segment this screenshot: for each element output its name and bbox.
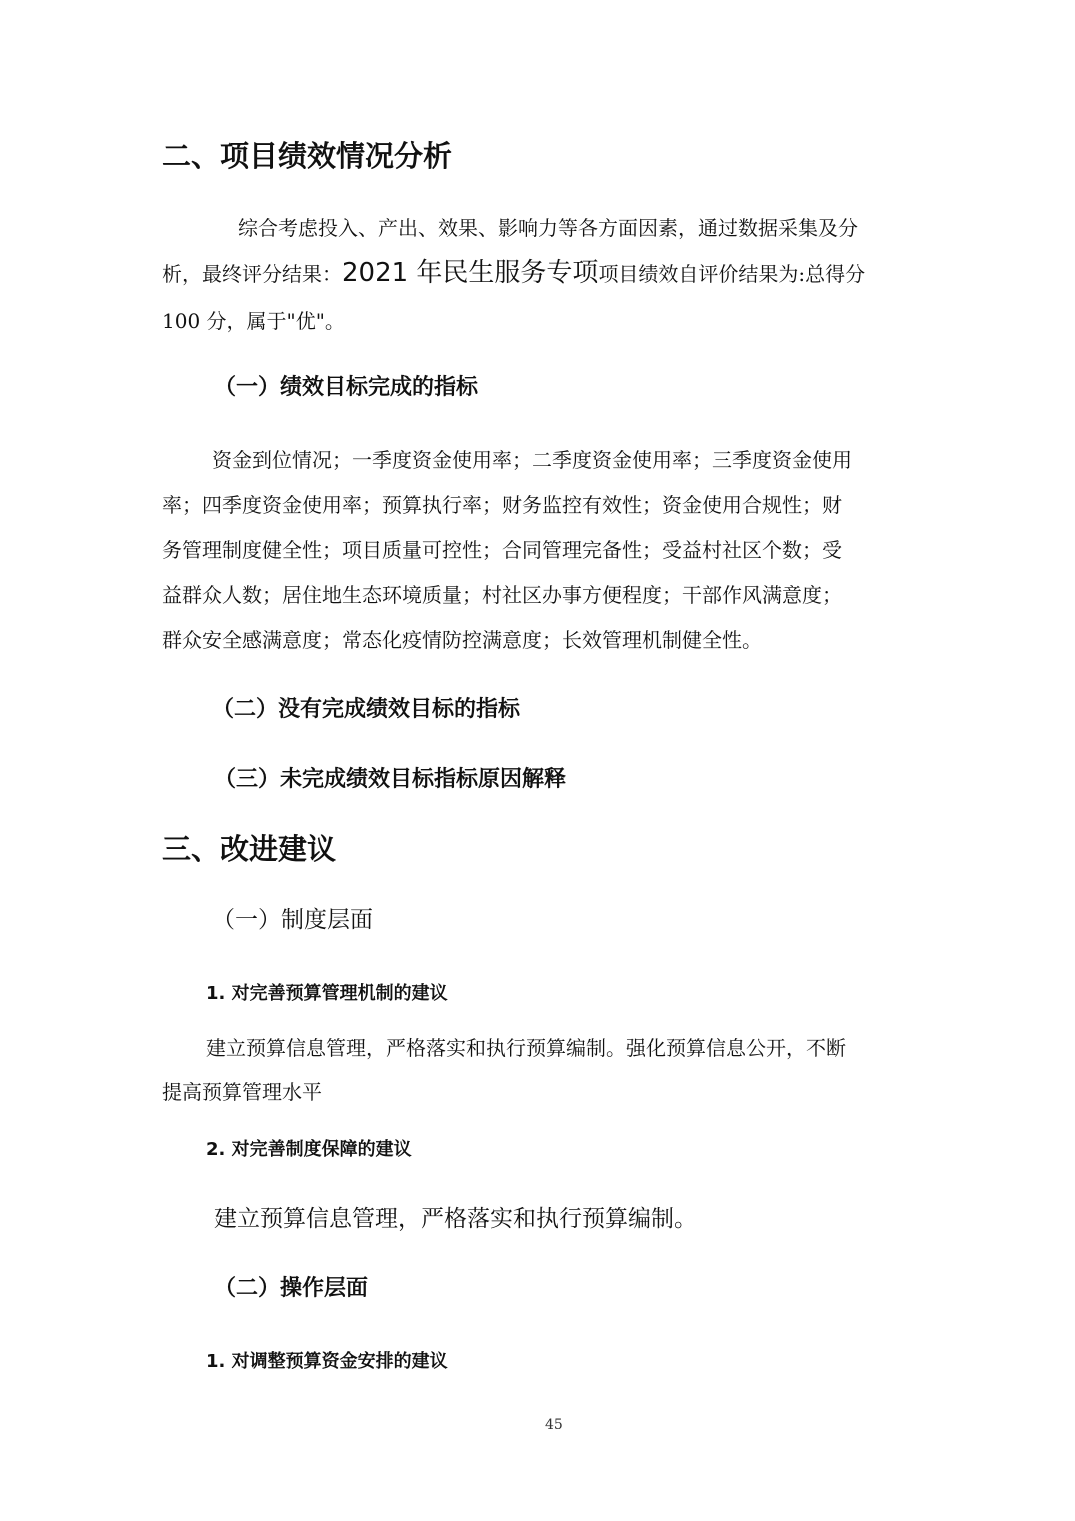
summary-line-1: 综合考虑投入、产出、效果、影响力等各方面因素，通过数据采集及分 <box>238 216 858 240</box>
item-heading-budget-mechanism: 1. 对完善预算管理机制的建议 <box>206 983 448 1004</box>
item-heading-budget-allocation: 1. 对调整预算资金安排的建议 <box>206 1351 448 1372</box>
section-heading-improvement-suggestions: 三、改进建议 <box>162 832 337 866</box>
summary-line-2-suffix: 项目绩效自评价结果为:总得分 <box>598 262 866 286</box>
item-heading-institutional-guarantee: 2. 对完善制度保障的建议 <box>206 1139 412 1160</box>
page-number: 45 <box>545 1417 563 1433</box>
subheading-reason-explanation: （三）未完成绩效目标指标原因解释 <box>214 767 567 792</box>
subheading-completed-indicators: （一）绩效目标完成的指标 <box>214 375 479 400</box>
project-name: 2021 年民生服务专项 <box>342 258 599 288</box>
summary-line-2-prefix: 析，最终评分结果： <box>162 262 342 286</box>
summary-line-3: 100 分，属于"优"。 <box>162 309 345 333</box>
indicator-line-4: 益群众人数；居住地生态环境质量；村社区办事方便程度；干部作风满意度； <box>162 583 842 607</box>
subheading-operational-level: （二）操作层面 <box>214 1276 369 1301</box>
indicator-line-5: 群众安全感满意度；常态化疫情防控满意度；长效管理机制健全性。 <box>162 628 762 652</box>
budget-suggestion-line-2: 提高预算管理水平 <box>162 1080 322 1104</box>
indicator-line-3: 务管理制度健全性；项目质量可控性；合同管理完备性；受益村社区个数；受 <box>162 538 842 562</box>
summary-line-2 <box>162 259 865 288</box>
subheading-institutional-level: （一）制度层面 <box>212 907 373 933</box>
subheading-uncompleted-indicators: （二）没有完成绩效目标的指标 <box>212 697 521 722</box>
indicator-line-2: 率；四季度资金使用率；预算执行率；财务监控有效性；资金使用合规性；财 <box>162 493 842 517</box>
section-heading-performance-analysis: 二、项目绩效情况分析 <box>162 139 453 173</box>
guarantee-suggestion-text: 建立预算信息管理，严格落实和执行预算编制。 <box>214 1206 697 1232</box>
budget-suggestion-line-1: 建立预算信息管理，严格落实和执行预算编制。强化预算信息公开，不断 <box>206 1036 846 1060</box>
indicator-line-1: 资金到位情况；一季度资金使用率；二季度资金使用率；三季度资金使用 <box>212 448 852 472</box>
